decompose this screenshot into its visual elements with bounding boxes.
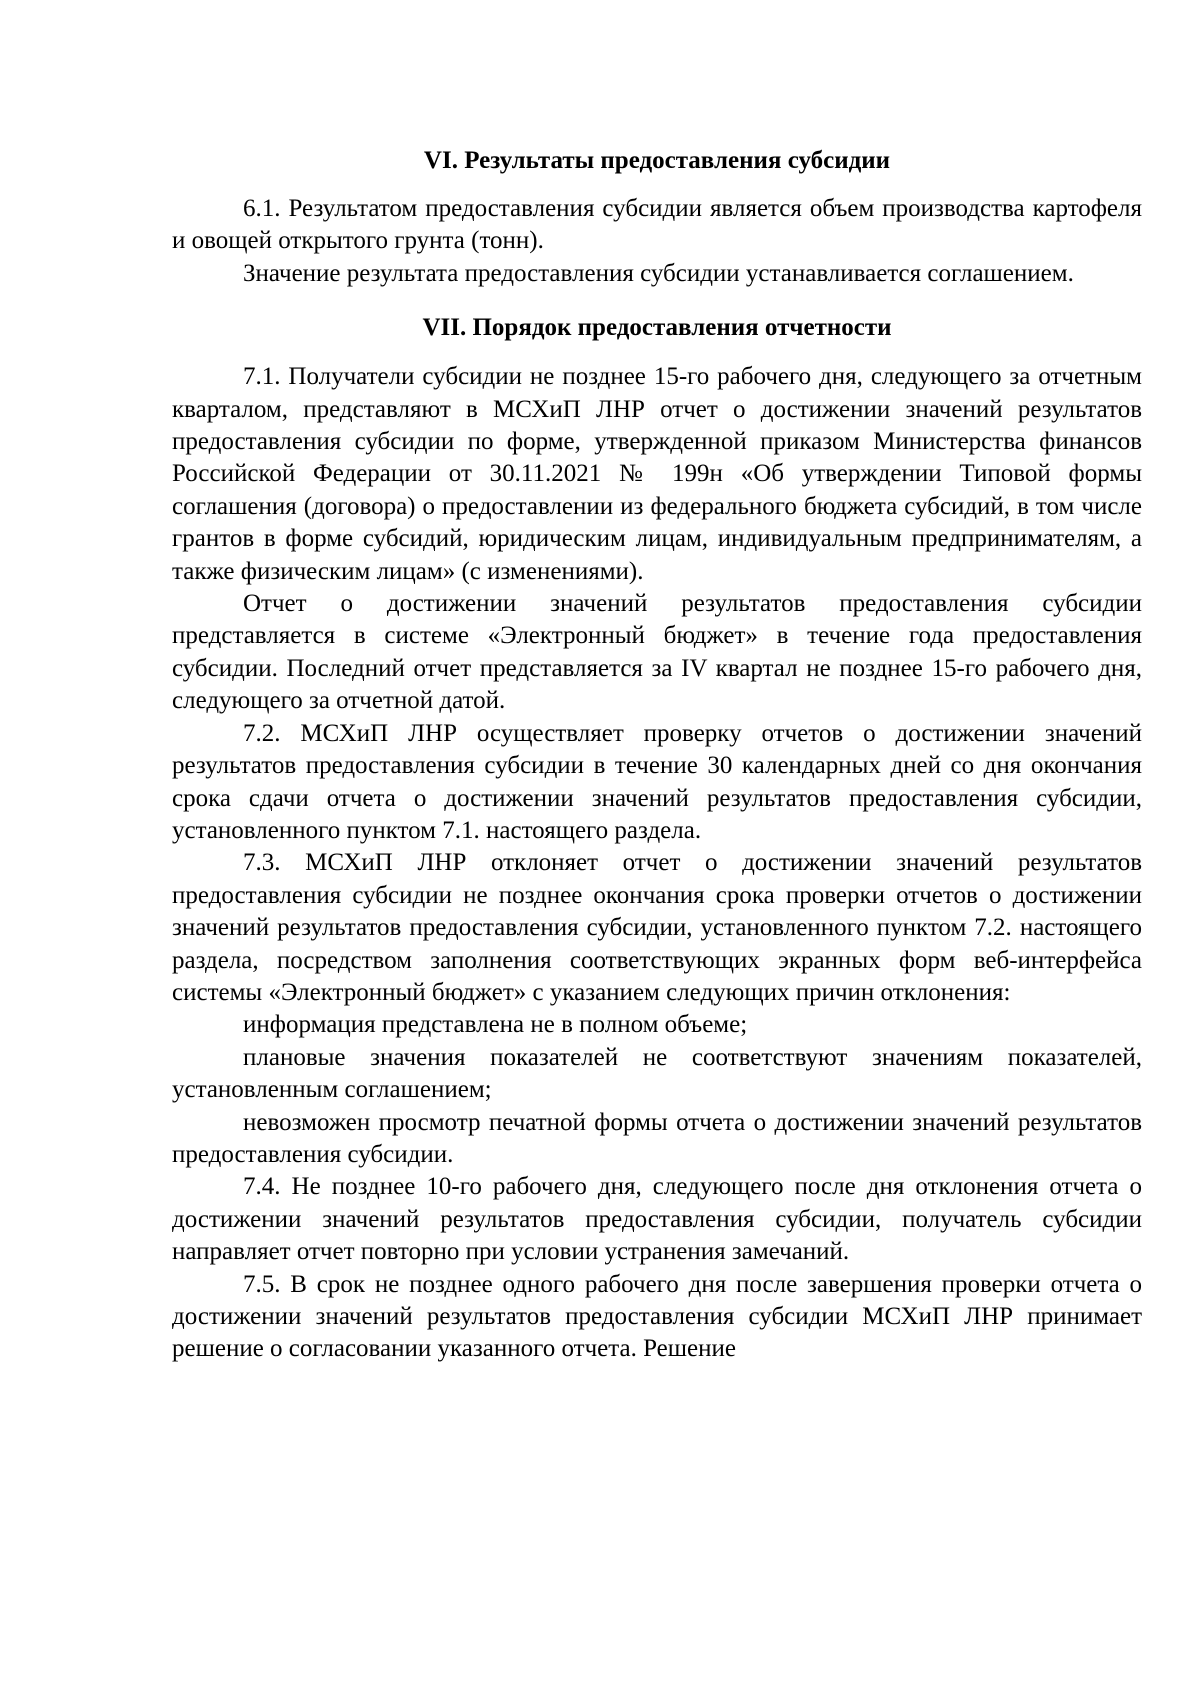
- list-item-reason-1: информация представлена не в полном объеме;: [243, 1011, 748, 1039]
- document-body: [172, 145, 1142, 1366]
- list-item-reason-3: невозможен просмотр печатной формы отчета о достижении значений результатов предоставления субсидии.: [172, 1108, 1142, 1168]
- paragraph-7-1: 7.1. Получатели субсидии не позднее 15-го рабочего дня, следующего за отчетным кварталом, представляют в МСХиП ЛНР отчет о достижении значений результатов предоставления субсидии по форме, утвержденной приказом Министерства финансов Российской Федерации от 30.11.2021 № 199н «Об утверждении Типовой формы соглашения (договора) о предоставлении из федерального бюджета субсидий, в том числе грантов в форме субсидий, юридическим лицам, индивидуальным предпринимателям, а также физическим лицам» (с изменениями).: [172, 363, 1142, 585]
- paragraph-7-4: 7.4. Не позднее 10-го рабочего дня, следующего после дня отклонения отчета о достижении значений результатов предоставления субсидии, получатель субсидии направляет отчет повторно при условии устранения замечаний.: [172, 1173, 1142, 1266]
- paragraph-7-5: 7.5. В срок не позднее одного рабочего дня после завершения проверки отчета о достижении значений результатов предоставления субсидии МСХиП ЛНР принимает решение о согласовании указанного отчета. Решение: [172, 1270, 1142, 1363]
- section-6-heading: VI. Результаты предоставления субсидии: [423, 147, 891, 174]
- paragraph-6-1: 6.1. Результатом предоставления субсидии является объем производства картофеля и овощей открытого грунта (тонн).: [172, 195, 1142, 255]
- paragraph-7-3: 7.3. МСХиП ЛНР отклоняет отчет о достижении значений результатов предоставления субсидии не позднее окончания срока проверки отчетов о достижении значений результатов предоставления субсидии, установленного пунктом 7.2. настоящего раздела, посредством заполнения соответствующих экранных форм веб-интерфейса системы «Электронный бюджет» с указанием следующих причин отклонения:: [172, 849, 1142, 1006]
- paragraph-6-1-value: Значение результата предоставления субсидии устанавливается соглашением.: [243, 259, 1074, 287]
- section-7-heading: VII. Порядок предоставления отчетности: [422, 314, 892, 342]
- paragraph-7-1-report: Отчет о достижении значений результатов предоставления субсидии представляется в системе «Электронный бюджет» в течение года предоставления субсидии. Последний отчет представляется за IV квартал не позднее 15-го рабочего дня, следующего за отчетной датой.: [172, 590, 1142, 715]
- paragraph-7-2: 7.2. МСХиП ЛНР осуществляет проверку отчетов о достижении значений результатов предоставления субсидии в течение 30 календарных дней со дня окончания срока сдачи отчета о достижении значений результатов предоставления субсидии, установленного пунктом 7.1. настоящего раздела.: [172, 719, 1142, 844]
- list-item-reason-2: плановые значения показателей не соответствуют значениям показателей, установленным соглашением;: [172, 1043, 1142, 1104]
